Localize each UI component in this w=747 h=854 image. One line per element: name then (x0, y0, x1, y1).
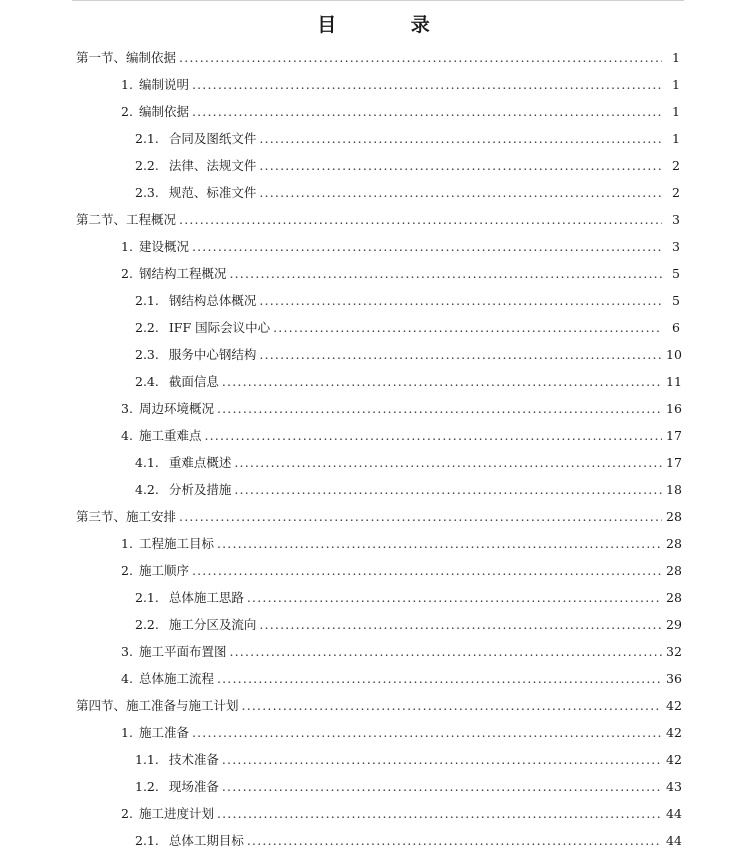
toc-subentry[interactable] (135, 372, 680, 392)
toc-page-number: 17 (666, 455, 682, 470)
toc-label: 施工进度计划 (138, 806, 214, 821)
toc-page-number: 28 (666, 563, 682, 578)
toc-number: 1. (121, 239, 133, 254)
toc-label: 合同及图纸文件 (168, 131, 257, 146)
toc-label: 分析及措施 (168, 482, 232, 497)
toc-label: 编制依据 (126, 50, 177, 65)
dot-leader (222, 777, 662, 797)
toc-entry[interactable] (121, 534, 680, 554)
dot-leader (247, 831, 662, 851)
toc-number: 第一节、 (76, 50, 127, 65)
toc-page-number: 42 (666, 725, 682, 740)
toc-entry-section[interactable] (76, 696, 680, 716)
dot-leader (217, 804, 662, 824)
toc-subentry[interactable] (135, 831, 680, 851)
toc-subentry[interactable] (135, 156, 680, 176)
toc-label: 建设概况 (138, 239, 189, 254)
toc-page-number: 1 (672, 77, 680, 92)
toc-entry[interactable] (121, 723, 680, 743)
dot-leader (217, 669, 662, 689)
toc-page-number: 42 (666, 752, 682, 767)
toc-number: 2.2. (135, 320, 159, 335)
toc-label: 总体工期目标 (168, 833, 244, 848)
toc-label: 工程概况 (126, 212, 177, 227)
dot-leader (259, 615, 662, 635)
toc-label: 施工平面布置图 (138, 644, 227, 659)
toc-page-number: 28 (666, 536, 682, 551)
toc-page-number: 3 (672, 239, 680, 254)
toc-number: 1. (121, 77, 133, 92)
toc-number: 2. (121, 266, 133, 281)
toc-number: 2.2. (135, 617, 159, 632)
toc-label: 施工安排 (126, 509, 177, 524)
toc-number: 2.3. (135, 347, 159, 362)
toc-label: 总体施工流程 (138, 671, 214, 686)
toc-number: 4. (121, 428, 133, 443)
toc-label: 截面信息 (168, 374, 219, 389)
toc-label: 总体施工思路 (168, 590, 244, 605)
toc-subentry[interactable] (135, 777, 680, 797)
toc-page-number: 44 (666, 833, 682, 848)
dot-leader (192, 102, 662, 122)
toc-page-number: 1 (672, 50, 680, 65)
toc-page-number: 36 (666, 671, 682, 686)
dot-leader (229, 642, 662, 662)
dot-leader (222, 372, 662, 392)
toc-page-number: 1 (672, 131, 680, 146)
toc-page-number: 28 (666, 590, 682, 605)
toc-number: 2.1. (135, 131, 159, 146)
toc-entry-section[interactable] (76, 210, 680, 230)
toc-label: 周边环境概况 (138, 401, 214, 416)
toc-subentry[interactable] (135, 183, 680, 203)
dot-leader (217, 399, 662, 419)
dot-leader (192, 237, 662, 257)
toc-page-number: 42 (666, 698, 682, 713)
toc-entry[interactable] (121, 264, 680, 284)
toc-number: 1.1. (135, 752, 159, 767)
toc-subentry[interactable] (135, 588, 680, 608)
toc-entry[interactable] (121, 642, 680, 662)
toc-page-number: 3 (672, 212, 680, 227)
toc-subentry[interactable] (135, 453, 680, 473)
toc-number: 第二节、 (76, 212, 127, 227)
toc-subentry[interactable] (135, 129, 680, 149)
toc-number: 2. (121, 806, 133, 821)
toc-entry[interactable] (121, 399, 680, 419)
toc-subentry[interactable] (135, 291, 680, 311)
dot-leader (192, 75, 662, 95)
toc-subentry[interactable] (135, 615, 680, 635)
toc-entry[interactable] (121, 669, 680, 689)
toc-entry[interactable] (121, 561, 680, 581)
dot-leader (273, 318, 662, 338)
toc-label: 法律、法规文件 (168, 158, 257, 173)
toc-entry[interactable] (121, 237, 680, 257)
toc-page-number: 2 (672, 158, 680, 173)
dot-leader (234, 480, 662, 500)
dot-leader (179, 210, 662, 230)
toc-page-number: 29 (666, 617, 682, 632)
toc-page-number: 1 (672, 104, 680, 119)
toc-page-number: 10 (666, 347, 682, 362)
toc-page-number: 11 (666, 374, 682, 389)
toc-entry-section[interactable] (76, 48, 680, 68)
dot-leader (259, 183, 662, 203)
toc-number: 1. (121, 536, 133, 551)
toc-subentry[interactable] (135, 318, 680, 338)
dot-leader (259, 156, 662, 176)
toc-page-number: 5 (672, 293, 680, 308)
toc-subentry[interactable] (135, 750, 680, 770)
toc-page-number: 44 (666, 806, 682, 821)
toc-number: 2. (121, 563, 133, 578)
dot-leader (229, 264, 662, 284)
dot-leader (192, 561, 662, 581)
toc-entry[interactable] (121, 75, 680, 95)
toc-number: 1. (121, 725, 133, 740)
dot-leader (222, 750, 662, 770)
toc-entry[interactable] (121, 102, 680, 122)
toc-label: 现场准备 (168, 779, 219, 794)
dot-leader (217, 534, 662, 554)
toc-number: 2.4. (135, 374, 159, 389)
toc-page-number: 6 (672, 320, 680, 335)
dot-leader (259, 129, 662, 149)
toc-label: 编制依据 (138, 104, 189, 119)
toc-page-number: 32 (666, 644, 682, 659)
toc-label: 施工准备 (138, 725, 189, 740)
toc-number: 4. (121, 671, 133, 686)
toc-number: 2.3. (135, 185, 159, 200)
toc-subentry[interactable] (135, 345, 680, 365)
toc-label: 施工分区及流向 (168, 617, 257, 632)
toc-number: 第四节、 (76, 698, 127, 713)
toc-page-number: 28 (666, 509, 682, 524)
toc-label: 技术准备 (168, 752, 219, 767)
toc-label: 钢结构总体概况 (168, 293, 257, 308)
toc-page-number: 5 (672, 266, 680, 281)
toc-label: 钢结构工程概况 (138, 266, 227, 281)
toc-number: 2.1. (135, 833, 159, 848)
toc-number: 3. (121, 644, 133, 659)
toc-number: 4.2. (135, 482, 159, 497)
toc-label: 重难点概述 (168, 455, 232, 470)
toc-number: 3. (121, 401, 133, 416)
toc-entry-section[interactable] (76, 507, 680, 527)
dot-leader (179, 507, 662, 527)
toc-number: 2. (121, 104, 133, 119)
dot-leader (259, 345, 662, 365)
toc-number: 第三节、 (76, 509, 127, 524)
page-title: 目 录 (317, 14, 464, 36)
toc-number: 4.1. (135, 455, 159, 470)
toc-label: 规范、标准文件 (168, 185, 257, 200)
toc-label: 施工重难点 (138, 428, 202, 443)
dot-leader (242, 696, 662, 716)
toc-number: 2.1. (135, 590, 159, 605)
dot-leader (179, 48, 662, 68)
toc-subentry[interactable] (135, 480, 680, 500)
toc-number: 2.2. (135, 158, 159, 173)
dot-leader (234, 453, 662, 473)
toc-page-number: 18 (666, 482, 682, 497)
toc-label: 施工准备与施工计划 (126, 698, 239, 713)
dot-leader (247, 588, 662, 608)
toc-number: 1.2. (135, 779, 159, 794)
toc-page-number: 17 (666, 428, 682, 443)
toc-label: 工程施工目标 (138, 536, 214, 551)
top-rule (72, 0, 684, 1)
toc-number: 2.1. (135, 293, 159, 308)
dot-leader (192, 723, 662, 743)
toc-label: 服务中心钢结构 (168, 347, 257, 362)
dot-leader (204, 426, 662, 446)
toc-page-number: 2 (672, 185, 680, 200)
dot-leader (259, 291, 662, 311)
toc-page-number: 43 (666, 779, 682, 794)
toc-entry[interactable] (121, 804, 680, 824)
toc-page-number: 16 (666, 401, 682, 416)
toc-label: IFF 国际会议中心 (168, 320, 271, 335)
toc-label: 施工顺序 (138, 563, 189, 578)
toc-label: 编制说明 (138, 77, 189, 92)
toc-entry[interactable] (121, 426, 680, 446)
